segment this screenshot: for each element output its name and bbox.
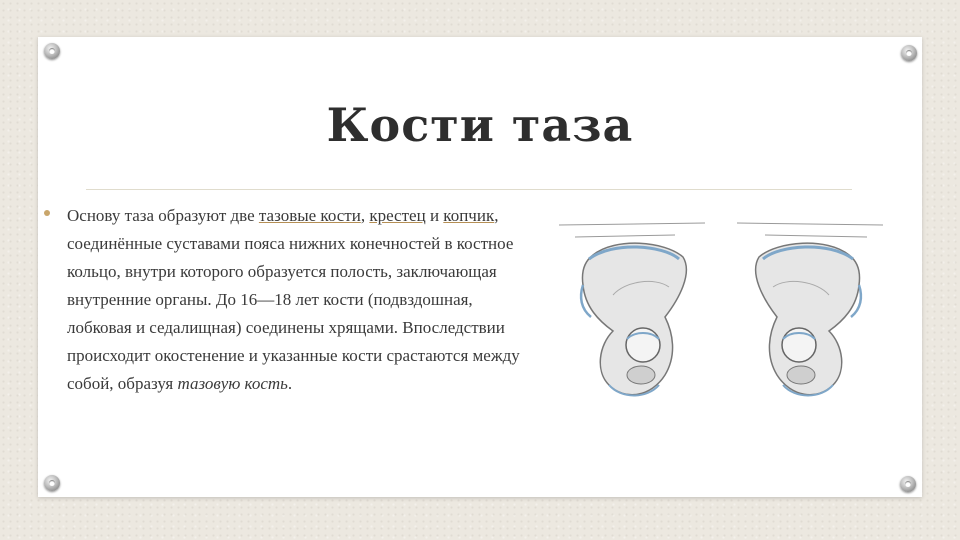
hip-bone-drawing <box>555 215 887 411</box>
body-segment: . <box>287 374 293 393</box>
body-segment: и <box>425 206 444 225</box>
link-coccyx[interactable]: копчик <box>443 206 495 225</box>
body-segment: , соединённые суставами пояса нижних конечностей в костное кольцо, внутри которого образуется полость, заключающая внутренние органы. До 16—18 лет кости (подвздошная, лобковая и седалищная) соединены хрящами. Впоследствии происходит окостенение и указанные кости срастаются между собой, образуя <box>67 206 520 393</box>
link-pelvic-bones[interactable]: тазовые кости <box>258 206 361 225</box>
hip-bone-left <box>581 243 686 395</box>
pushpin-bottom-right-icon <box>900 476 916 492</box>
slide-title: Кости таза <box>326 98 634 152</box>
italic-term: тазовую кость <box>177 374 288 393</box>
hip-bone-illustration <box>555 215 887 411</box>
hip-bone-right <box>756 243 861 395</box>
annotation-lines <box>559 223 883 237</box>
pushpin-bottom-left-icon <box>44 475 60 491</box>
body-paragraph <box>67 202 532 398</box>
body-segment: Основу таза образуют две <box>67 206 259 225</box>
bullet-dot-icon <box>44 210 50 216</box>
link-sacrum[interactable]: крестец <box>369 206 426 225</box>
body-segment: , <box>360 206 370 225</box>
pushpin-top-left-icon <box>44 43 60 59</box>
title-divider <box>86 189 852 190</box>
pushpin-top-right-icon <box>901 45 917 61</box>
